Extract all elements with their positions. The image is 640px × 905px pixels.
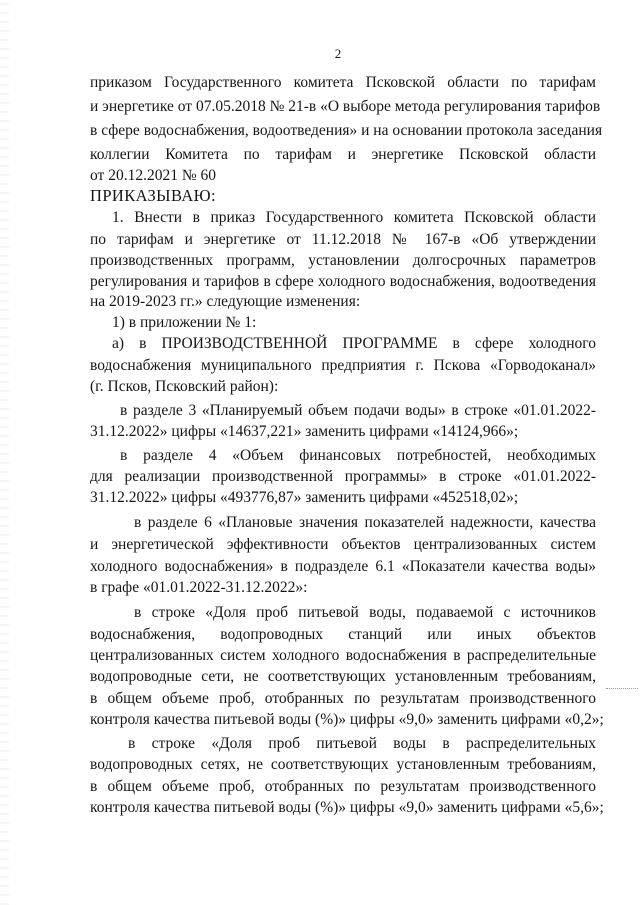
text-line: по тарифам и энергетике от 11.12.2018 № 167-в «Об утверждении — [90, 231, 596, 248]
text-line: в разделе 4 «Объем финансовых потребностей, необходимых — [120, 447, 596, 464]
text-line: в общем объеме проб, отобранных по результатам производственного — [90, 778, 596, 795]
text-line: водопроводные сети, не соответствующих установленным требованиям, — [90, 668, 596, 685]
text-line: 1. Внести в приказ Государственного комитета Псковской области — [112, 209, 596, 226]
text-line: в общем объеме проб, отобранных по результатам производственного — [90, 690, 596, 707]
text-line: производственных программ, установлении долгосрочных параметров — [90, 252, 596, 269]
text-line: в разделе 6 «Плановые значения показателей надежности, качества — [134, 514, 596, 531]
text-line: в строке «Доля проб питьевой воды в распределительных — [128, 735, 596, 752]
text-line: (г. Псков, Псковский район): — [90, 378, 279, 395]
text-line: в сфере водоснабжения, водоотведения» и на основании протокола заседания — [90, 122, 603, 139]
order-heading: ПРИКАЗЫВАЮ: — [90, 186, 216, 205]
text-line: на 2019-2023 гг.» следующие изменения: — [90, 293, 361, 310]
text-line: 31.12.2022» цифры «493776,87» заменить цифрами «452518,02»; — [90, 489, 519, 506]
text-line: 1) в приложении № 1: — [112, 314, 257, 331]
text-line: холодного водоснабжения» в подразделе 6.1 «Показатели качества воды» — [90, 558, 596, 575]
text-line: и энергетике от 07.05.2018 № 21-в «О выборе метода регулирования тарифов — [90, 98, 601, 115]
text-line: от 20.12.2021 № 60 — [90, 167, 216, 184]
text-line: контроля качества питьевой воды (%)» цифры «9,0» заменить цифрами «5,6»; — [90, 799, 604, 816]
text-line: в графе «01.01.2022-31.12.2022»: — [90, 579, 308, 596]
text-line: водоснабжения, водопроводных станций или иных объектов — [90, 626, 596, 643]
text-line: а) в ПРОИЗВОДСТВЕННОЙ ПРОГРАММЕ в сфере холодного — [112, 335, 596, 352]
text-line: и энергетической эффективности объектов централизованных систем — [90, 536, 596, 553]
text-line: водоснабжения муниципального предприятия г. Пскова «Горводоканал» — [90, 357, 596, 374]
text-line: в строке «Доля проб питьевой воды, подаваемой с источников — [134, 604, 596, 621]
text-line: водопроводных сетях, не соответствующих установленным требованиям, — [90, 756, 596, 773]
text-line: коллегии Комитета по тарифам и энергетике Псковской области — [90, 146, 596, 163]
scan-artifact — [606, 688, 638, 690]
text-line: для реализации производственной программы» в строке «01.01.2022- — [90, 468, 596, 485]
text-line: централизованных систем холодного водоснабжения в распределительные — [90, 647, 596, 664]
text-line: регулирования и тарифов в сфере холодного водоснабжения, водоотведения — [90, 273, 596, 290]
text-line: приказом Государственного комитета Псковской области по тарифам — [90, 74, 596, 91]
page-number: 2 — [334, 46, 342, 61]
text-line: в разделе 3 «Планируемый объем подачи воды» в строке «01.01.2022- — [120, 402, 596, 419]
text-line: 31.12.2022» цифры «14637,221» заменить цифрами «14124,966»; — [90, 423, 519, 440]
text-line: контроля качества питьевой воды (%)» цифры «9,0» заменить цифрами «0,2»; — [90, 711, 604, 728]
